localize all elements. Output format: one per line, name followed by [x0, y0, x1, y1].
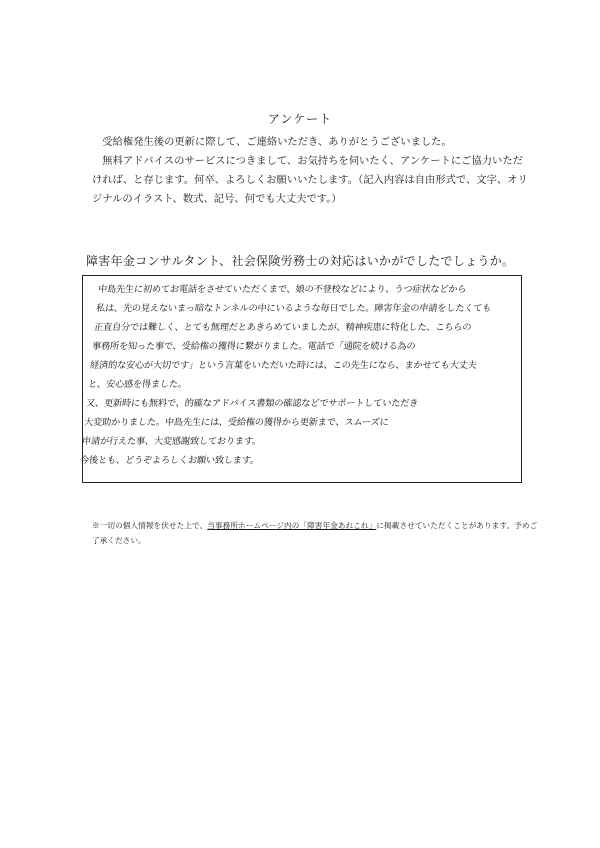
answer-line: 大変助かりました。中島先生には、受給権の獲得から更新まで、スムーズに	[83, 417, 390, 428]
intro-paragraph-2: 無料アドバイスのサービスにつきまして、お気持ちを伺いたく、アンケートにご協力いただければ、と存じます。何卒、よろしくお願いいたします。（記入内容は自由形式で、文字、オリジナルのイラスト、数式、記号、何でも大丈夫です。）	[92, 155, 528, 205]
answer-line: と、安心感を得ました。	[87, 379, 188, 390]
question-heading: 障害年金コンサルタント、社会保険労務士の対応はいかがでしたでしょうか。	[86, 254, 515, 268]
note-underlined: 当事務所ホームページ内の「障害年金あれこれ」	[207, 521, 377, 530]
note-suffix: に掲載させていただくことがあります。予めご了承ください。	[92, 521, 538, 545]
answer-line: 私は、先の見えないまっ暗なトンネルの中にいるような毎日でした。障害年金の申請をしたくても	[95, 303, 492, 314]
answer-line: 事務所を知った事で、受給権の獲得に繋がりました。電話で「通院を続ける為の	[91, 341, 416, 352]
answer-line: 又、更新時にも無料で、的確なアドバイス書類の確認などでサポートしていただき	[85, 398, 419, 409]
intro-text	[92, 133, 532, 209]
handwritten-answer	[79, 280, 527, 470]
answer-line: 今後とも、どうぞよろしくお願い致します。	[79, 455, 260, 466]
privacy-note	[92, 518, 542, 548]
page-title: アンケート	[267, 112, 333, 126]
answer-line: 中島先生に初めてお電話をさせていただくまで、娘の不登校などにより、うつ症状などから	[97, 284, 467, 295]
answer-box	[79, 275, 522, 483]
answer-line: 正直自分では難しく、とても無理だとあきらめていましたが、精神疾患に特化した、こちらの	[93, 322, 472, 333]
note-prefix: ※一切の個人情報を伏せた上で、	[92, 521, 208, 530]
answer-line: 経済的な安心が大切です」という言葉をいただいた時には、この先生になら、まかせても大丈夫	[89, 360, 478, 371]
answer-line: 申請が行えた事、大変感謝致しております。	[81, 436, 262, 447]
intro-paragraph-1: 受給権発生後の更新に際して、ご連絡いただき、ありがとうございました。	[102, 136, 452, 148]
